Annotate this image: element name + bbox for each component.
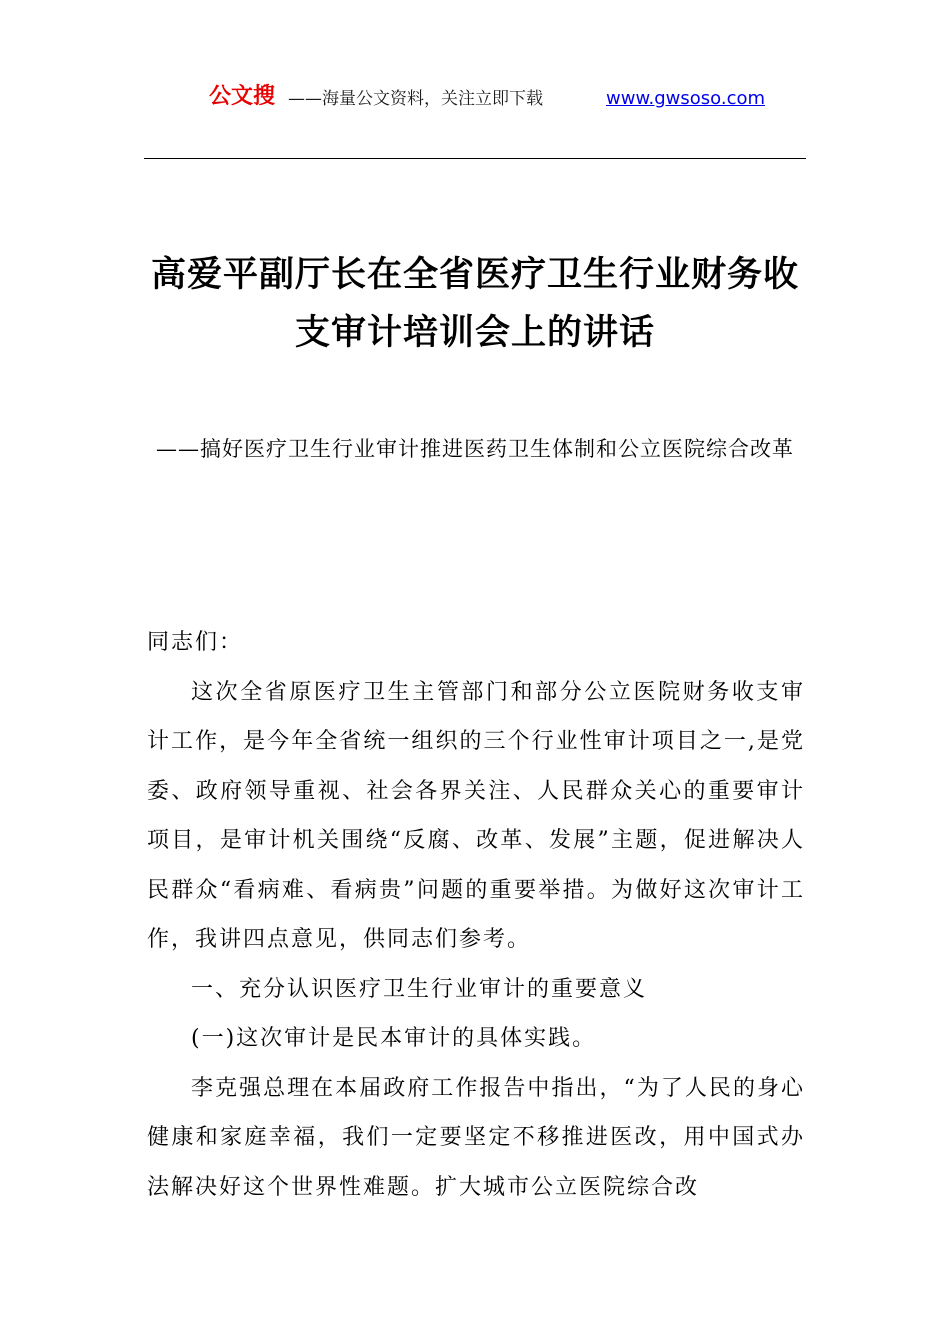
header-tagline: ——海量公文资料，关注立即下载: [288, 89, 543, 109]
document-subtitle: ——搞好医疗卫生行业审计推进医药卫生体制和公立医院综合改革: [156, 437, 794, 461]
section-heading: 一、充分认识医疗卫生行业审计的重要意义: [191, 976, 648, 1002]
salutation: 同志们：: [147, 630, 244, 655]
body-paragraph: 李克强总理在本届政府工作报告中指出，“为了人民的身心健康和家庭幸福，我们一定要坚定不移推进医改，用中国式办法解决好这个世界性难题。扩大城市公立医院综合改: [147, 1075, 805, 1200]
page-header: [0, 82, 950, 114]
document-body: [147, 618, 805, 1212]
body-paragraph: 这次全省原医疗卫生主管部门和部分公立医院财务收支审计工作，是今年全省统一组织的三个行业性审计项目之一,是党委、政府领导重视、社会各界关注、人民群众关心的重要审计项目，是审计机关围绕“反腐、改革、发展”主题，促进解决人民群众“看病难、看病贵”问题的重要举措。为做好这次审计工作，我讲四点意见，供同志们参考。: [147, 679, 805, 952]
subsection-heading: (一)这次审计是民本审计的具体实践。: [191, 1026, 597, 1051]
document-title: 高爱平副厅长在全省医疗卫生行业财务收支审计培训会上的讲话: [150, 254, 799, 353]
website-link[interactable]: www.gwsoso.com: [606, 88, 766, 109]
header-divider: [144, 158, 806, 159]
brand-logo-text[interactable]: 公文搜: [209, 84, 276, 109]
